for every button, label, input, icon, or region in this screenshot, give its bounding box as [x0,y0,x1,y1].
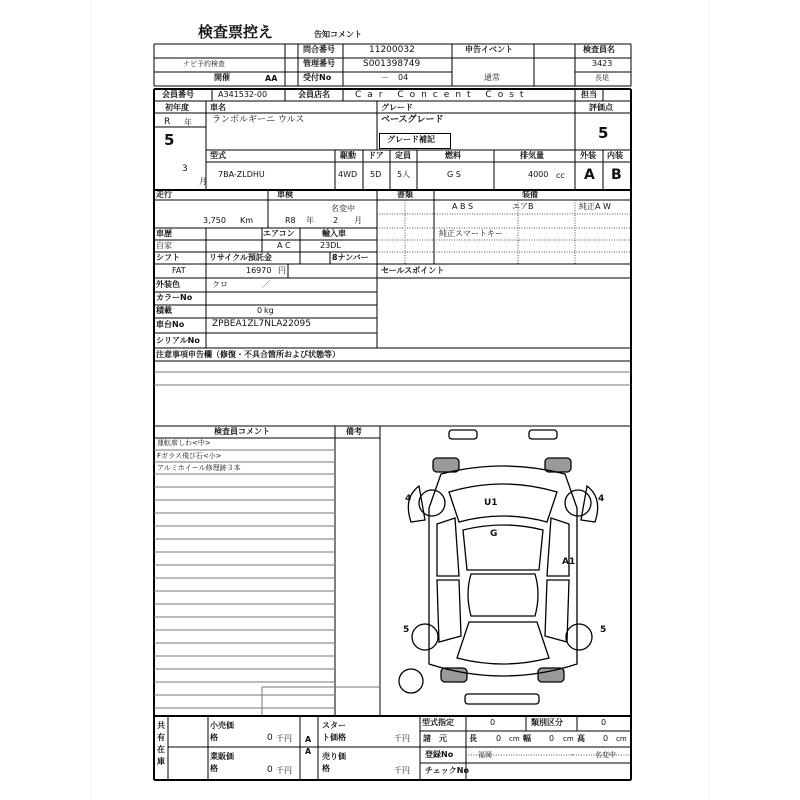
fuel-value: G S [447,170,461,179]
equip-smart-key: 純正スマートキー [439,229,503,238]
ac-value: A C [277,241,291,250]
inspection-label: 車検 [277,190,293,199]
retail-value: 0 [267,733,273,743]
remarks-label: 備考 [346,427,362,436]
reg-dash: - [571,751,574,759]
kyoyu-label: 共有在庫 [157,721,165,766]
spare-tire [399,669,423,693]
type-designation-label: 型式指定 [422,718,454,727]
shift-label: シフト [156,253,180,262]
equip-abs: A B S [452,202,474,211]
member-store: Car Concent Cost [355,90,530,100]
dealer-value: 0 [267,765,273,775]
equipment-label: 装備 [522,190,538,199]
int-label: 内装 [607,151,623,160]
comment-line-3: アルミホイール修理跡３本 [157,464,241,472]
reg-value: 福岡 [478,751,492,759]
import-label: 輸入車 [322,229,346,238]
held-value: AA [265,74,278,83]
type-designation-value: 0 [490,718,496,727]
inspection-month: 2 [333,216,339,225]
equip-airbag: エアB [512,202,534,211]
inspection-month-unit: 月 [354,216,362,225]
drive-value: 4WD [338,170,358,179]
width-value: 0 [549,734,555,743]
dealer-label: 業販価格 [210,752,234,773]
management-no: S001398749 [363,59,421,69]
ext-value: A [584,167,595,183]
height-value: 0 [603,734,609,743]
equip-alloy-wheels: 純正A W [579,202,611,211]
recycle-unit: 円 [278,266,286,275]
grade-label: グレード [381,103,413,112]
left-front-door [437,518,459,576]
door-value: 5D [370,170,382,179]
history-label: 車歴 [156,229,172,238]
mark-hood: U1 [484,498,498,508]
fuel-label: 燃料 [445,151,461,160]
comment-line-1: 運転席しわ<中> [157,439,211,447]
a-mark-1: A [305,735,312,744]
score-value: 5 [598,124,609,142]
held-label: 開催 [214,73,230,82]
color-no-label: カラーNo [156,293,193,302]
inspection-year-unit: 年 [306,216,314,225]
rear-light-right [538,668,564,682]
front-light-left [433,458,459,472]
navi-note: ナビ予約検査 [183,60,225,68]
score-label: 評価点 [589,103,613,112]
right-front-door [547,518,569,576]
plate-label: 8ナンバー [332,253,369,262]
sales-label: セールスポイント [381,266,445,275]
front-left-wheel [419,490,445,516]
mark-front-left-wheel: 4 [405,494,412,504]
comments-label: 検査員コメント [214,427,270,436]
displacement-value: 4000 [528,170,549,179]
grade-value: ベースグレード [381,115,444,125]
first-reg-month: 3 [182,164,188,174]
reception-label: 受付No [303,73,332,82]
serial-label: シリアルNo [156,336,200,345]
spec-label: 諸 元 [423,734,447,743]
docs-label: 書類 [397,190,413,199]
displacement-label: 排気量 [520,151,544,160]
height-unit: cm [616,735,627,743]
member-store-label: 会員店名 [298,90,330,99]
rear-left-wheel [412,624,438,650]
load-unit: kg [264,306,274,315]
member-no: A341532-00 [218,90,268,99]
management-label: 管理番号 [303,59,335,68]
retail-label: 小売価格 [210,721,234,742]
chassis-no: ZPBEA1ZL7NLA22095 [212,319,311,329]
mark-rear-right-wheel: 5 [600,625,607,635]
color-label: 外装色 [156,280,180,289]
mark-right-door: A1 [562,557,576,567]
first-reg-year: 5 [164,131,175,149]
inquiry-no: 11200032 [369,45,415,55]
comment-line-2: Fガラス飛び石<小> [157,452,222,460]
front-right-wheel [565,490,591,516]
rear-bumper [465,694,539,704]
inspection-note: 名変中 [331,204,355,213]
model-value: 7BA-ZLDHU [218,170,265,179]
mark-windshield: G [490,529,498,539]
ac-label: エアコン [263,229,295,238]
a-mark-2: A [305,747,312,756]
mark-front-right-wheel: 4 [598,494,605,504]
width-label: 幅 [523,734,531,743]
right-rear-door [545,580,569,642]
inspector-label: 検査員名 [583,45,615,54]
length-unit: cm [509,735,520,743]
shift-value: FAT [172,266,186,275]
first-reg-year-unit: 年 [184,118,192,127]
inquiry-label: 問合番号 [303,45,335,54]
class-value: 0 [601,718,607,727]
inspection-era: R8 [285,216,296,225]
load-label: 積載 [156,306,172,315]
mileage-value: 3,750 [203,216,226,225]
first-reg-month-unit: 月 [199,177,207,186]
length-label: 長 [469,734,477,743]
rear-window [457,622,549,664]
door-label: ドア [368,151,384,160]
event-label: 申告イベント [465,45,513,54]
recycle-value: 16970 [246,266,272,275]
sheet-title: 検査票控え [198,23,274,41]
left-mirror [408,486,425,522]
tanto-label: 担当 [581,90,597,99]
load-value: 0 [257,306,263,315]
start-label: スタート価格 [322,721,346,742]
length-value: 0 [496,734,502,743]
displacement-unit: cc [556,171,565,180]
height-label: 高 [577,734,585,743]
capacity-label: 定員 [395,151,411,160]
reception-no: 04 [398,73,409,82]
member-no-label: 会員番号 [162,90,194,99]
grade-sub: グレード補記 [387,135,435,144]
windshield [463,525,543,570]
event-value: 通常 [484,73,500,82]
capacity-value: 5人 [397,170,411,179]
inspector-name: 長尾 [595,74,609,82]
sell-label: 売り価格 [322,752,346,773]
rear-right-wheel [566,624,592,650]
recycle-label: リサイクル預託金 [209,253,272,262]
mileage-label: 走行 [156,190,172,199]
car-name-label: 車名 [210,103,226,112]
notice-label: 告知コメント [314,30,362,39]
retail-unit: 千円 [276,734,292,743]
ext-label: 外装 [580,151,596,160]
model-label: 型式 [210,151,226,160]
reg-status: 名変中 [595,751,616,759]
import-value: 23DL [320,241,341,250]
int-value: B [611,167,622,183]
mileage-unit: Km [240,216,254,225]
width-unit: cm [563,735,574,743]
car-name: ランボルギーニ ウルス [212,115,305,125]
front-bumper-left [449,430,477,439]
history-value: 自家 [156,241,172,250]
start-unit: 千円 [394,734,410,743]
inspector-code: 3423 [592,59,613,68]
notes-label: 注意事項申告欄（修復・不具合箇所および状態等） [156,350,340,359]
first-reg-era: R [164,117,171,127]
left-rear-door [437,580,461,642]
reg-label: 登録No [425,750,454,759]
mark-rear-left-wheel: 5 [403,625,410,635]
color-value: クロ [212,280,228,289]
roof [468,574,538,616]
check-label: チェックNo [425,766,469,775]
drive-label: 駆動 [340,151,356,160]
chassis-label: 車台No [156,320,185,329]
dealer-unit: 千円 [276,766,292,775]
front-bumper-right [529,430,557,439]
class-label: 類別区分 [531,718,563,727]
car-damage-diagram [381,426,631,716]
reception-prefix: － [381,73,389,82]
color-separator: ／ [262,280,270,289]
sell-unit: 千円 [394,766,410,775]
hood [449,484,557,522]
first-reg-label: 初年度 [165,103,189,112]
